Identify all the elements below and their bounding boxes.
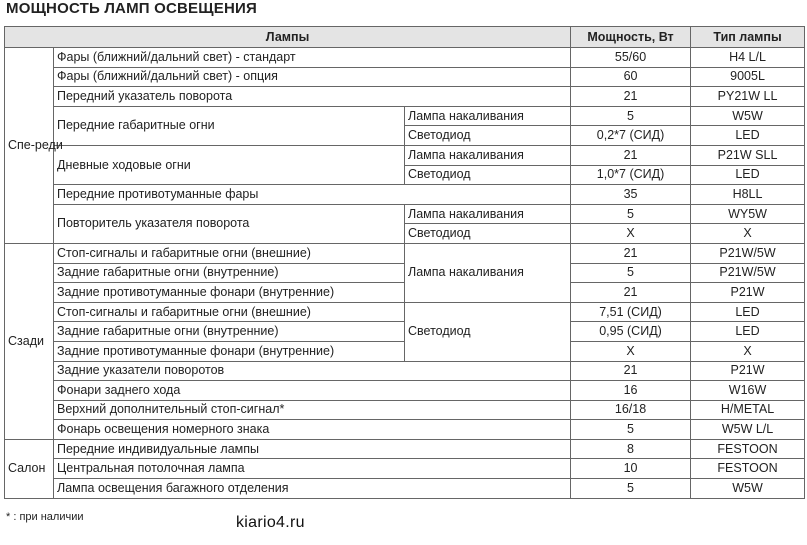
lamp-subtype: Лампа накаливания	[405, 145, 571, 165]
lamp-type: LED	[691, 165, 805, 185]
lamp-power: X	[571, 224, 691, 244]
lamp-power: 5	[571, 106, 691, 126]
lamp-type: X	[691, 341, 805, 361]
lamp-name: Передние индивидуальные лампы	[54, 439, 571, 459]
lamp-type: LED	[691, 322, 805, 342]
lamp-power: 5	[571, 479, 691, 499]
group-cabin: Салон	[5, 439, 54, 498]
lamp-subtype: Светодиод	[405, 165, 571, 185]
lamp-name: Фонарь освещения номерного знака	[54, 420, 571, 440]
lamp-type: W5W	[691, 106, 805, 126]
lamp-power: X	[571, 341, 691, 361]
lamp-power: 16	[571, 381, 691, 401]
site-watermark: kiario4.ru	[236, 514, 305, 531]
table-header-row	[5, 27, 805, 48]
lamp-name: Стоп-сигналы и габаритные огни (внешние)	[54, 302, 405, 322]
lamp-power-table	[4, 26, 805, 499]
lamp-name: Центральная потолочная лампа	[54, 459, 571, 479]
footnote: * : при наличии	[6, 511, 84, 523]
lamp-name: Верхний дополнительный стоп-сигнал*	[54, 400, 571, 420]
lamp-power: 0,2*7 (СИД)	[571, 126, 691, 146]
lamp-power: 1,0*7 (СИД)	[571, 165, 691, 185]
lamp-type: X	[691, 224, 805, 244]
lamp-name: Фары (ближний/дальний свет) - стандарт	[54, 48, 571, 68]
lamp-power: 55/60	[571, 48, 691, 68]
lamp-type: PY21W LL	[691, 87, 805, 107]
table-row	[5, 381, 805, 401]
lamp-type: P21W	[691, 361, 805, 381]
lamp-power: 5	[571, 263, 691, 283]
lamp-subtype: Светодиод	[405, 224, 571, 244]
lamp-power: 21	[571, 283, 691, 303]
group-rear: Сзади	[5, 243, 54, 439]
table-row	[5, 145, 805, 165]
lamp-subtype: Лампа накаливания	[405, 243, 571, 302]
table-row	[5, 204, 805, 224]
table-row	[5, 185, 805, 205]
lamp-power: 21	[571, 361, 691, 381]
lamp-name: Задние указатели поворотов	[54, 361, 571, 381]
header-lamps: Лампы	[5, 27, 571, 48]
lamp-power: 5	[571, 420, 691, 440]
table-row	[5, 67, 805, 87]
lamp-type: LED	[691, 302, 805, 322]
lamp-subtype: Лампа накаливания	[405, 204, 571, 224]
lamp-name: Фонари заднего хода	[54, 381, 571, 401]
lamp-type: H/METAL	[691, 400, 805, 420]
lamp-type: P21W	[691, 283, 805, 303]
lamp-type: P21W/5W	[691, 263, 805, 283]
table-row	[5, 459, 805, 479]
lamp-type: LED	[691, 126, 805, 146]
lamp-type: P21W/5W	[691, 243, 805, 263]
lamp-power: 5	[571, 204, 691, 224]
table-row	[5, 48, 805, 68]
lamp-name: Задние габаритные огни (внутренние)	[54, 322, 405, 342]
lamp-name: Задние противотуманные фонари (внутренние)	[54, 283, 405, 303]
lamp-power: 8	[571, 439, 691, 459]
lamp-power: 16/18	[571, 400, 691, 420]
lamp-type: H8LL	[691, 185, 805, 205]
lamp-power: 0,95 (СИД)	[571, 322, 691, 342]
page-title: МОЩНОСТЬ ЛАМП ОСВЕЩЕНИЯ	[6, 0, 257, 17]
group-front: Спе-реди	[5, 48, 54, 244]
table-row	[5, 243, 805, 263]
lamp-subtype: Светодиод	[405, 302, 571, 361]
table-row	[5, 87, 805, 107]
lamp-type: FESTOON	[691, 439, 805, 459]
lamp-type: WY5W	[691, 204, 805, 224]
table-row	[5, 400, 805, 420]
table-row	[5, 479, 805, 499]
lamp-name: Дневные ходовые огни	[54, 145, 405, 184]
lamp-power: 21	[571, 145, 691, 165]
table-row	[5, 420, 805, 440]
lamp-name: Лампа освещения багажного отделения	[54, 479, 571, 499]
lamp-type: W5W	[691, 479, 805, 499]
lamp-name: Задние противотуманные фонари (внутренние)	[54, 341, 405, 361]
lamp-name: Передний указатель поворота	[54, 87, 571, 107]
lamp-type: FESTOON	[691, 459, 805, 479]
table-row	[5, 302, 805, 322]
lamp-name: Передние габаритные огни	[54, 106, 405, 145]
table-row	[5, 439, 805, 459]
table-row	[5, 361, 805, 381]
lamp-name: Стоп-сигналы и габаритные огни (внешние)	[54, 243, 405, 263]
lamp-power: 60	[571, 67, 691, 87]
lamp-power: 10	[571, 459, 691, 479]
table-row	[5, 106, 805, 126]
lamp-power: 21	[571, 87, 691, 107]
lamp-type: W16W	[691, 381, 805, 401]
lamp-subtype: Лампа накаливания	[405, 106, 571, 126]
lamp-type: W5W L/L	[691, 420, 805, 440]
lamp-name: Фары (ближний/дальний свет) - опция	[54, 67, 571, 87]
lamp-power: 21	[571, 243, 691, 263]
lamp-type: P21W SLL	[691, 145, 805, 165]
lamp-name: Задние габаритные огни (внутренние)	[54, 263, 405, 283]
lamp-name: Повторитель указателя поворота	[54, 204, 405, 243]
lamp-subtype: Светодиод	[405, 126, 571, 146]
lamp-type: H4 L/L	[691, 48, 805, 68]
lamp-power: 7,51 (СИД)	[571, 302, 691, 322]
lamp-type: 9005L	[691, 67, 805, 87]
header-type: Тип лампы	[691, 27, 805, 48]
header-power: Мощность, Вт	[571, 27, 691, 48]
lamp-power: 35	[571, 185, 691, 205]
lamp-name: Передние противотуманные фары	[54, 185, 571, 205]
